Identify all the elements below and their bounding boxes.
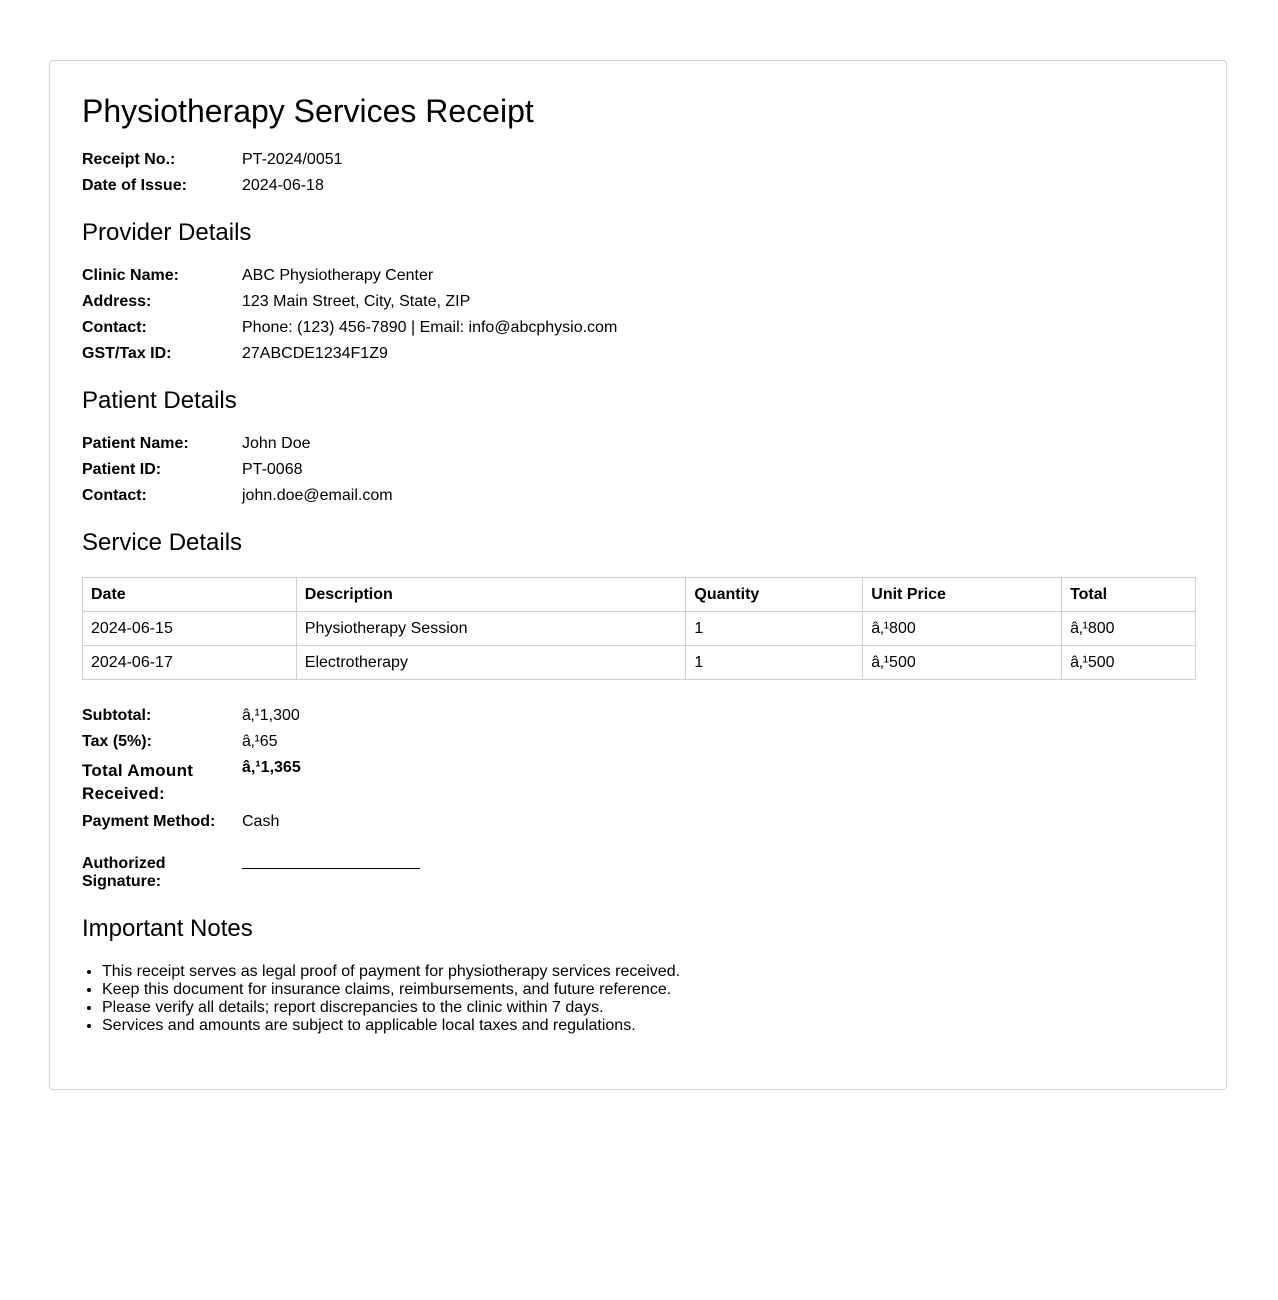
tax-id-label: GST/Tax ID: bbox=[82, 345, 172, 362]
patient-name-value: John Doe bbox=[242, 435, 311, 452]
page-title: Physiotherapy Services Receipt bbox=[82, 93, 534, 129]
total-amount-label: Total Amount Received: bbox=[82, 761, 194, 803]
total-amount-row bbox=[82, 759, 1194, 805]
payment-method-value: Cash bbox=[242, 813, 280, 830]
provider-details bbox=[82, 263, 1194, 367]
subtotal-value: â‚¹1,300 bbox=[242, 707, 300, 724]
tax-label: Tax (5%): bbox=[82, 733, 152, 750]
date-of-issue-row bbox=[82, 173, 1194, 199]
patient-id-label: Patient ID: bbox=[82, 461, 162, 478]
subtotal-label: Subtotal: bbox=[82, 707, 152, 724]
receipt-number-value: PT-2024/0051 bbox=[242, 151, 343, 168]
receipt-card bbox=[49, 60, 1227, 1090]
patient-name-row bbox=[82, 431, 1194, 457]
date-of-issue-value: 2024-06-18 bbox=[242, 177, 324, 194]
column-header-total: Total bbox=[1062, 578, 1196, 612]
notes-list bbox=[82, 963, 1194, 1035]
patient-name-label: Patient Name: bbox=[82, 435, 189, 452]
cell-date: 2024-06-15 bbox=[83, 612, 297, 646]
signature-label: Authorized Signature: bbox=[82, 855, 166, 890]
payment-section bbox=[82, 809, 1194, 835]
cell-quantity: 1 bbox=[686, 612, 863, 646]
provider-contact-row bbox=[82, 315, 1194, 341]
payment-method-row bbox=[82, 809, 1194, 835]
patient-contact-value: john.doe@email.com bbox=[242, 487, 393, 504]
notes-list-wrap bbox=[82, 963, 1194, 1035]
subtotal-row bbox=[82, 703, 1194, 729]
cell-total: â‚¹800 bbox=[1062, 612, 1196, 646]
services-table-wrap bbox=[82, 577, 1194, 680]
address-label: Address: bbox=[82, 293, 152, 310]
receipt-info bbox=[82, 147, 1194, 199]
patient-details bbox=[82, 431, 1194, 509]
receipt-number-label: Receipt No.: bbox=[82, 151, 176, 168]
clinic-name-value: ABC Physiotherapy Center bbox=[242, 267, 434, 284]
cell-total: â‚¹500 bbox=[1062, 646, 1196, 680]
tax-id-row bbox=[82, 341, 1194, 367]
patient-heading: Patient Details bbox=[82, 387, 237, 414]
services-section bbox=[82, 529, 1194, 557]
address-row bbox=[82, 289, 1194, 315]
list-item: • Please verify all details; report discrepancies to the clinic within 7 days. bbox=[102, 999, 1194, 1017]
list-item: • Keep this document for insurance claims, reimbursements, and future reference. bbox=[102, 981, 1194, 999]
totals-section bbox=[82, 703, 1194, 755]
receipt-number-row bbox=[82, 147, 1194, 173]
tax-value: â‚¹65 bbox=[242, 733, 278, 750]
column-header-description: Description bbox=[296, 578, 686, 612]
cell-unit-price: â‚¹500 bbox=[863, 646, 1062, 680]
tax-row bbox=[82, 729, 1194, 755]
provider-section bbox=[82, 219, 1194, 247]
list-item: • This receipt serves as legal proof of payment for physiotherapy services received. bbox=[102, 963, 1194, 981]
cell-date: 2024-06-17 bbox=[83, 646, 297, 680]
patient-section bbox=[82, 387, 1194, 415]
provider-contact-label: Contact: bbox=[82, 319, 147, 336]
table-header-row bbox=[83, 578, 1196, 612]
patient-id-value: PT-0068 bbox=[242, 461, 303, 478]
provider-contact-value: Phone: (123) 456-7890 | Email: info@abcphysio.com bbox=[242, 319, 618, 336]
column-header-unit-price: Unit Price bbox=[863, 578, 1062, 612]
patient-id-row bbox=[82, 457, 1194, 483]
provider-heading: Provider Details bbox=[82, 219, 252, 246]
total-amount-value: â‚¹1,365 bbox=[242, 759, 301, 776]
notes-section bbox=[82, 915, 1194, 943]
address-value: 123 Main Street, City, State, ZIP bbox=[242, 293, 471, 310]
clinic-name-row bbox=[82, 263, 1194, 289]
tax-id-value: 27ABCDE1234F1Z9 bbox=[242, 345, 388, 362]
payment-method-label: Payment Method: bbox=[82, 813, 216, 830]
cell-description: Physiotherapy Session bbox=[296, 612, 686, 646]
services-table bbox=[82, 577, 1196, 680]
cell-description: Electrotherapy bbox=[296, 646, 686, 680]
patient-contact-label: Contact: bbox=[82, 487, 147, 504]
total-amount-section bbox=[82, 759, 1194, 805]
column-header-quantity: Quantity bbox=[686, 578, 863, 612]
signature-line bbox=[242, 855, 420, 869]
date-of-issue-label: Date of Issue: bbox=[82, 177, 187, 194]
clinic-name-label: Clinic Name: bbox=[82, 267, 179, 284]
column-header-date: Date bbox=[83, 578, 297, 612]
patient-contact-row bbox=[82, 483, 1194, 509]
cell-quantity: 1 bbox=[686, 646, 863, 680]
table-row bbox=[83, 612, 1196, 646]
services-heading: Service Details bbox=[82, 529, 243, 556]
table-row bbox=[83, 646, 1196, 680]
notes-heading: Important Notes bbox=[82, 915, 253, 942]
signature-row bbox=[82, 855, 1194, 891]
cell-unit-price: â‚¹800 bbox=[863, 612, 1062, 646]
list-item: • Services and amounts are subject to applicable local taxes and regulations. bbox=[102, 1017, 1194, 1035]
signature-section bbox=[82, 855, 1194, 891]
